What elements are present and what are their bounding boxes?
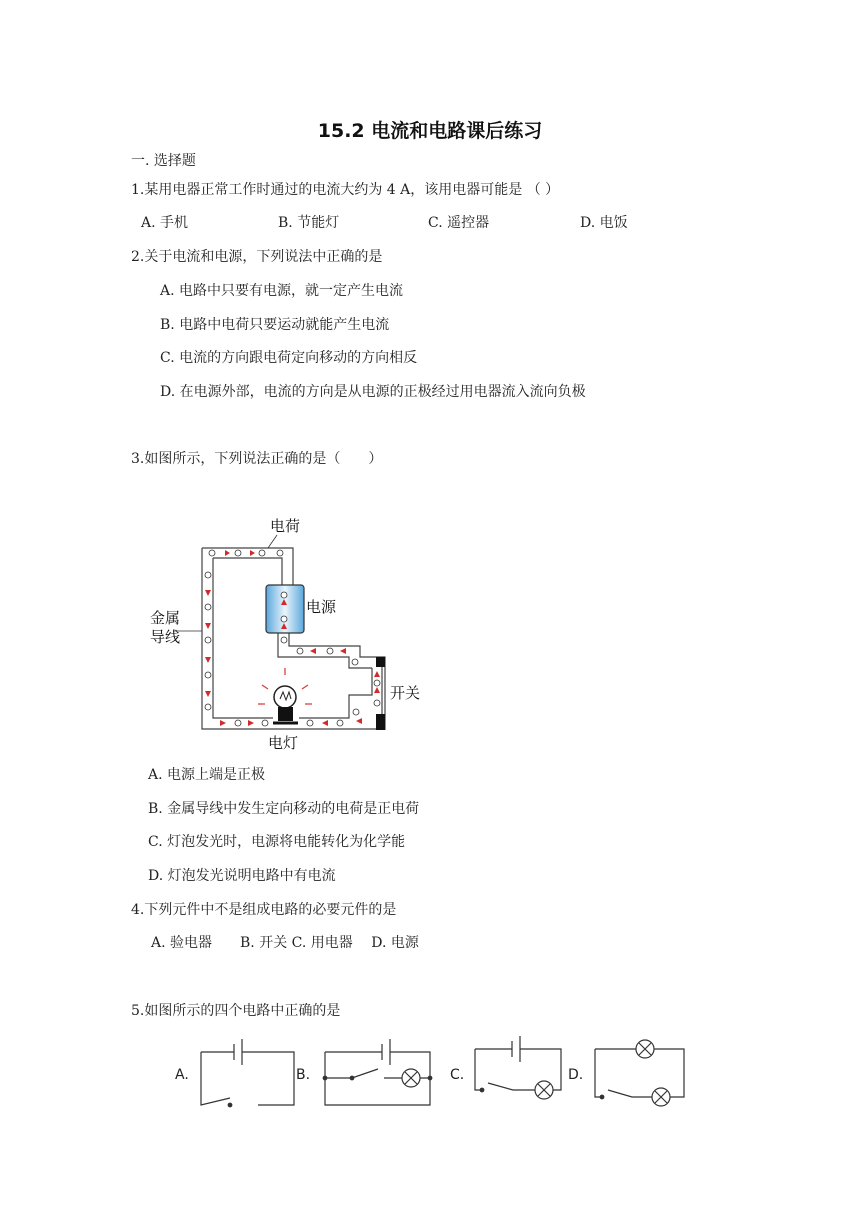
q2-stem: 2.关于电流和电源，下列说法中正确的是 <box>131 249 383 265</box>
label-source: 电源 <box>306 598 337 616</box>
label-charge: 电荷 <box>270 517 301 535</box>
q1-option-c: C. 遥控器 <box>428 215 490 231</box>
q1-option-a: A. 手机 <box>141 215 189 231</box>
q3-circuit-figure <box>140 505 440 755</box>
section-heading: 一. 选择题 <box>131 153 196 169</box>
label-lamp: 电灯 <box>268 734 299 752</box>
q3-stem: 3.如图所示，下列说法正确的是（ ） <box>131 451 383 467</box>
q3-option-c: C. 灯泡发光时，电源将电能转化为化学能 <box>148 834 406 850</box>
q2-option-d: D. 在电源外部，电流的方向是从电源的正极经过用电器流入流向负极 <box>160 384 586 400</box>
switch <box>376 657 385 730</box>
q3-option-d: D. 灯泡发光说明电路中有电流 <box>148 868 336 884</box>
q2-option-b: B. 电路中电荷只要运动就能产生电流 <box>160 317 390 333</box>
circuit-label-a: A. <box>175 1067 189 1083</box>
label-switch: 开关 <box>390 684 421 702</box>
worksheet-title: 15.2 电流和电路课后练习 <box>317 120 543 142</box>
q5-circuits-figure <box>170 1036 700 1116</box>
q2-option-c: C. 电流的方向跟电荷定向移动的方向相反 <box>160 350 418 366</box>
circuit-label-b: B. <box>296 1067 311 1083</box>
q3-option-a: A. 电源上端是正极 <box>148 767 266 783</box>
q1-option-b: B. 节能灯 <box>278 215 340 231</box>
q5-stem: 5.如图所示的四个电路中正确的是 <box>131 1003 341 1019</box>
q4-options: A. 验电器 B. 开关 C. 用电器 D. 电源 <box>151 935 419 951</box>
circuit-c <box>475 1036 561 1099</box>
circuit-d <box>595 1040 684 1106</box>
label-wire-1: 金属 <box>150 609 181 627</box>
q4-stem: 4.下列元件中不是组成电路的必要元件的是 <box>131 902 397 918</box>
circuit-label-c: C. <box>450 1067 465 1083</box>
q1-stem: 1.某用电器正常工作时通过的电流大约为 4 A，该用电器可能是 （ ） <box>131 182 560 198</box>
lamp-bulb <box>258 668 312 723</box>
circuit-b <box>323 1039 432 1105</box>
q1-option-d: D. 电饭 <box>580 215 628 231</box>
label-wire-2: 导线 <box>150 628 181 646</box>
circuit-label-d: D. <box>568 1067 584 1083</box>
q2-option-a: A. 电路中只要有电源，就一定产生电流 <box>160 283 404 299</box>
circuit-a <box>201 1039 294 1107</box>
q3-option-b: B. 金属导线中发生定向移动的电荷是正电荷 <box>148 801 420 817</box>
